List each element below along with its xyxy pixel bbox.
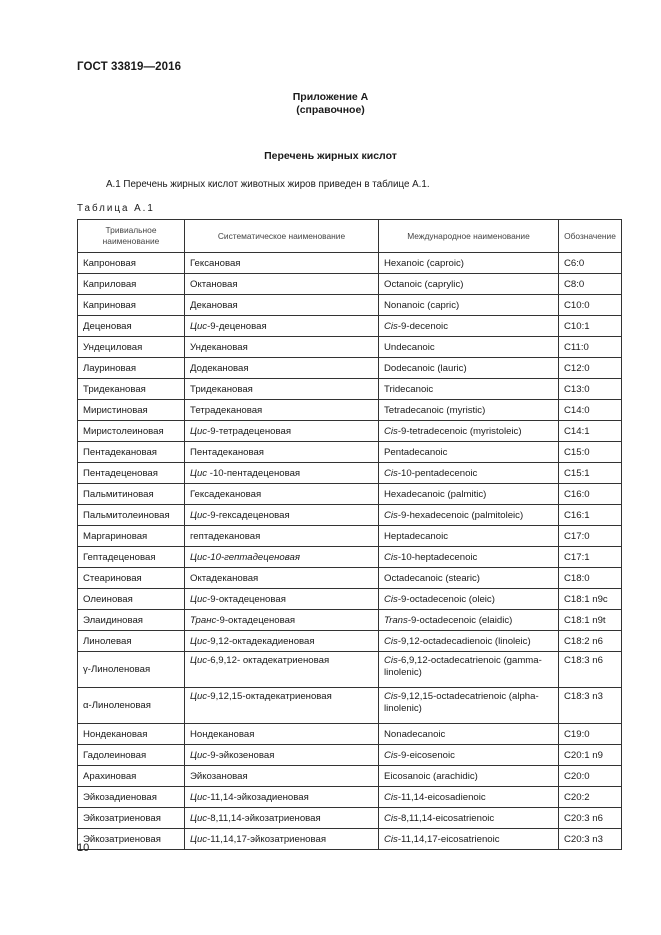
cell-trivial-name: Пентадекановая: [78, 442, 185, 463]
cell-international-name: [379, 787, 559, 808]
table-row: [78, 547, 622, 568]
cell-trivial-name: Пальмитиновая: [78, 484, 185, 505]
cell-international-name: [379, 505, 559, 526]
page-number: 10: [77, 842, 90, 854]
cell-designation: C20:2: [559, 787, 622, 808]
systematic-rest: Гексановая: [190, 257, 241, 269]
table-row: [78, 421, 622, 442]
cell-trivial-name: Гадолеиновая: [78, 745, 185, 766]
cell-trivial-name: Арахиновая: [78, 766, 185, 787]
cell-trivial-name: Нондекановая: [78, 724, 185, 745]
international-prefix: Cis: [384, 467, 398, 479]
cell-international-name: [379, 274, 559, 295]
table-row: [78, 295, 622, 316]
systematic-rest: Октадекановая: [190, 572, 259, 584]
systematic-rest: Тридекановая: [190, 383, 253, 395]
cell-designation: C10:0: [559, 295, 622, 316]
cell-trivial-name: Пальмитолеиновая: [78, 505, 185, 526]
cell-international-name: [379, 652, 559, 688]
table-row: [78, 400, 622, 421]
table-row: [78, 505, 622, 526]
international-prefix: Cis: [384, 691, 398, 702]
cell-systematic-name: [185, 253, 379, 274]
cell-international-name: [379, 253, 559, 274]
cell-international-name: [379, 610, 559, 631]
cell-systematic-name: [185, 295, 379, 316]
systematic-prefix: Цис: [190, 655, 208, 666]
cell-trivial-name: Линолевая: [78, 631, 185, 652]
international-rest: Eicosanoic (arachidic): [384, 770, 478, 782]
international-prefix: Cis: [384, 635, 398, 647]
systematic-rest: Нондекановая: [190, 728, 255, 740]
table-row: [78, 745, 622, 766]
cell-international-name: [379, 358, 559, 379]
cell-designation: C20:1 n9: [559, 745, 622, 766]
cell-trivial-name: Деценовая: [78, 316, 185, 337]
international-rest: -9-decenoic: [397, 320, 448, 332]
cell-trivial-name: Эйкозатриеновая: [78, 829, 185, 850]
cell-designation: C20:3 n3: [559, 829, 622, 850]
table-row: [78, 379, 622, 400]
international-prefix: Cis: [384, 655, 398, 666]
international-rest: -11,14-eicosadienoic: [397, 791, 486, 803]
systematic-rest: -11,14-эйкозадиеновая: [207, 791, 309, 803]
systematic-rest: -11,14,17-эйкозатриеновая: [207, 833, 327, 845]
cell-international-name: [379, 547, 559, 568]
systematic-prefix: Цис: [190, 467, 208, 479]
systematic-prefix: Цис: [190, 791, 208, 803]
cell-systematic-name: [185, 358, 379, 379]
systematic-rest: -10-пентадеценовая: [207, 467, 301, 479]
international-rest: Dodecanoic (lauric): [384, 362, 467, 374]
cell-systematic-name: [185, 400, 379, 421]
international-rest: Tridecanoic: [384, 383, 434, 395]
international-rest: -9,12,15-octadecatrienoic (alpha-linolenic): [384, 691, 539, 714]
table-row: [78, 253, 622, 274]
cell-international-name: [379, 589, 559, 610]
table-row: [78, 688, 622, 724]
cell-international-name: [379, 829, 559, 850]
cell-international-name: [379, 526, 559, 547]
international-prefix: Cis: [384, 749, 398, 761]
table-row: [78, 631, 622, 652]
table-row: [78, 484, 622, 505]
cell-systematic-name: [185, 526, 379, 547]
international-rest: Octanoic (caprylic): [384, 278, 464, 290]
cell-trivial-name: α-Линоленовая: [78, 688, 185, 724]
cell-systematic-name: [185, 505, 379, 526]
systematic-rest: -9,12,15-октадекатриеновая: [207, 691, 332, 702]
cell-international-name: [379, 442, 559, 463]
international-rest: -6,9,12-octadecatrienoic (gamma-linolenic): [384, 655, 542, 678]
cell-trivial-name: Гептадеценовая: [78, 547, 185, 568]
cell-designation: C18:1 n9t: [559, 610, 622, 631]
systematic-prefix: Цис-10-гептадеценовая: [190, 551, 300, 563]
cell-systematic-name: [185, 724, 379, 745]
cell-designation: C19:0: [559, 724, 622, 745]
cell-international-name: [379, 379, 559, 400]
systematic-rest: -9-октадеценовая: [216, 614, 296, 626]
systematic-rest: Гексадекановая: [190, 488, 262, 500]
cell-trivial-name: Тридекановая: [78, 379, 185, 400]
international-rest: -9-eicosenoic: [397, 749, 455, 761]
table-row: [78, 316, 622, 337]
international-rest: Tetradecanoic (myristic): [384, 404, 486, 416]
table-body: [78, 253, 622, 850]
cell-international-name: [379, 766, 559, 787]
international-rest: Pentadecanoic: [384, 446, 448, 458]
systematic-rest: гептадекановая: [190, 530, 261, 542]
column-header-trivial: Тривиальное наименование: [78, 220, 185, 253]
cell-systematic-name: [185, 829, 379, 850]
cell-designation: C17:0: [559, 526, 622, 547]
international-prefix: Cis: [384, 425, 398, 437]
cell-designation: C11:0: [559, 337, 622, 358]
systematic-prefix: Цис: [190, 509, 208, 521]
cell-designation: C14:0: [559, 400, 622, 421]
cell-international-name: [379, 421, 559, 442]
cell-systematic-name: [185, 421, 379, 442]
cell-trivial-name: Ундециловая: [78, 337, 185, 358]
cell-international-name: [379, 568, 559, 589]
systematic-rest: -8,11,14-эйкозатриеновая: [207, 812, 321, 824]
table-row: [78, 526, 622, 547]
cell-designation: C18:0: [559, 568, 622, 589]
systematic-prefix: Цис: [190, 691, 208, 702]
international-rest: -10-heptadecenoic: [397, 551, 478, 563]
international-rest: Undecanoic: [384, 341, 435, 353]
cell-trivial-name: Эйкозадиеновая: [78, 787, 185, 808]
cell-systematic-name: [185, 274, 379, 295]
cell-systematic-name: [185, 745, 379, 766]
systematic-prefix: Цис: [190, 749, 208, 761]
cell-designation: C18:3 n6: [559, 652, 622, 688]
table-row: [78, 589, 622, 610]
column-header-designation: Обозначение: [559, 220, 622, 253]
international-prefix: Cis: [384, 833, 398, 845]
cell-international-name: [379, 463, 559, 484]
intro-paragraph: А.1 Перечень жирных кислот животных жиров приведен в таблице А.1.: [106, 179, 430, 190]
table-row: [78, 652, 622, 688]
systematic-rest: Ундекановая: [190, 341, 248, 353]
cell-designation: C20:0: [559, 766, 622, 787]
cell-designation: C17:1: [559, 547, 622, 568]
systematic-rest: -9,12-октадекадиеновая: [207, 635, 315, 647]
cell-designation: C14:1: [559, 421, 622, 442]
table-row: [78, 808, 622, 829]
cell-international-name: [379, 688, 559, 724]
international-prefix: Trans: [384, 614, 408, 626]
systematic-rest: -9-гексадеценовая: [207, 509, 290, 521]
table-row: [78, 724, 622, 745]
cell-systematic-name: [185, 631, 379, 652]
cell-designation: C18:2 n6: [559, 631, 622, 652]
cell-systematic-name: [185, 379, 379, 400]
section-heading: Перечень жирных кислот: [264, 150, 397, 162]
international-rest: Hexanoic (caproic): [384, 257, 464, 269]
systematic-rest: -9-деценовая: [207, 320, 267, 332]
standard-designation: ГОСТ 33819—2016: [77, 61, 182, 73]
cell-systematic-name: [185, 652, 379, 688]
cell-trivial-name: Миристолеиновая: [78, 421, 185, 442]
systematic-prefix: Цис: [190, 812, 208, 824]
fatty-acids-table: [77, 219, 622, 850]
cell-designation: C10:1: [559, 316, 622, 337]
systematic-rest: Декановая: [190, 299, 238, 311]
international-rest: Heptadecanoic: [384, 530, 449, 542]
cell-designation: C15:1: [559, 463, 622, 484]
cell-systematic-name: [185, 463, 379, 484]
international-rest: Octadecanoic (stearic): [384, 572, 480, 584]
cell-systematic-name: [185, 589, 379, 610]
international-prefix: Cis: [384, 812, 398, 824]
cell-systematic-name: [185, 547, 379, 568]
international-rest: -9,12-octadecadienoic (linoleic): [397, 635, 531, 647]
cell-designation: C8:0: [559, 274, 622, 295]
table-row: [78, 442, 622, 463]
cell-designation: C18:3 n3: [559, 688, 622, 724]
cell-systematic-name: [185, 808, 379, 829]
cell-systematic-name: [185, 484, 379, 505]
international-rest: -10-pentadecenoic: [397, 467, 478, 479]
cell-trivial-name: γ-Линоленовая: [78, 652, 185, 688]
cell-trivial-name: Элаидиновая: [78, 610, 185, 631]
cell-designation: C13:0: [559, 379, 622, 400]
systematic-prefix: Цис: [190, 320, 208, 332]
cell-trivial-name: Миристиновая: [78, 400, 185, 421]
cell-trivial-name: Капроновая: [78, 253, 185, 274]
cell-trivial-name: Стеариновая: [78, 568, 185, 589]
systematic-rest: Тетрадекановая: [190, 404, 263, 416]
cell-designation: C16:1: [559, 505, 622, 526]
annex-title: Приложение А: [292, 91, 369, 103]
cell-international-name: [379, 745, 559, 766]
cell-international-name: [379, 400, 559, 421]
cell-systematic-name: [185, 337, 379, 358]
table-row: [78, 337, 622, 358]
annex-kind: (справочное): [296, 104, 365, 116]
table-caption: Таблица А.1: [77, 203, 155, 214]
table-row: [78, 463, 622, 484]
table-row: [78, 610, 622, 631]
international-prefix: Cis: [384, 593, 398, 605]
international-rest: -9-tetradecenoic (myristoleic): [397, 425, 522, 437]
cell-international-name: [379, 808, 559, 829]
table-row: [78, 274, 622, 295]
column-header-systematic: Систематическое наименование: [185, 220, 379, 253]
systematic-prefix: Цис: [190, 593, 208, 605]
international-rest: -9-octadecenoic (oleic): [397, 593, 495, 605]
cell-systematic-name: [185, 688, 379, 724]
table-row: [78, 568, 622, 589]
international-prefix: Cis: [384, 320, 398, 332]
international-rest: -8,11,14-eicosatrienoic: [397, 812, 495, 824]
international-prefix: Cis: [384, 791, 398, 803]
cell-systematic-name: [185, 787, 379, 808]
cell-international-name: [379, 337, 559, 358]
systematic-rest: Пентадекановая: [190, 446, 264, 458]
cell-trivial-name: Маргариновая: [78, 526, 185, 547]
international-prefix: Cis: [384, 551, 398, 563]
international-rest: -9-octadecenoic (elaidic): [407, 614, 513, 626]
systematic-prefix: Цис: [190, 833, 208, 845]
cell-systematic-name: [185, 442, 379, 463]
cell-designation: C18:1 n9c: [559, 589, 622, 610]
systematic-rest: Додекановая: [190, 362, 249, 374]
systematic-prefix: Цис: [190, 425, 208, 437]
cell-international-name: [379, 316, 559, 337]
international-rest: -9-hexadecenoic (palmitoleic): [397, 509, 524, 521]
cell-trivial-name: Каприновая: [78, 295, 185, 316]
cell-trivial-name: Лауриновая: [78, 358, 185, 379]
cell-systematic-name: [185, 766, 379, 787]
cell-trivial-name: Каприловая: [78, 274, 185, 295]
international-rest: Nonanoic (capric): [384, 299, 460, 311]
cell-systematic-name: [185, 610, 379, 631]
cell-designation: C16:0: [559, 484, 622, 505]
systematic-rest: -9-октадеценовая: [207, 593, 286, 605]
systematic-rest: -9-эйкозеновая: [207, 749, 275, 761]
cell-designation: C12:0: [559, 358, 622, 379]
international-rest: -11,14,17-eicosatrienoic: [397, 833, 500, 845]
systematic-rest: -9-тетрадеценовая: [207, 425, 292, 437]
cell-international-name: [379, 631, 559, 652]
column-header-international: Международное наименование: [379, 220, 559, 253]
table-row: [78, 766, 622, 787]
cell-designation: C20:3 n6: [559, 808, 622, 829]
table-row: [78, 787, 622, 808]
table-row: [78, 829, 622, 850]
cell-trivial-name: Эйкозатриеновая: [78, 808, 185, 829]
table-header-row: [78, 220, 622, 253]
international-prefix: Cis: [384, 509, 398, 521]
cell-systematic-name: [185, 568, 379, 589]
cell-international-name: [379, 295, 559, 316]
cell-trivial-name: Олеиновая: [78, 589, 185, 610]
systematic-rest: Эйкозановая: [190, 770, 248, 782]
cell-trivial-name: Пентадеценовая: [78, 463, 185, 484]
international-rest: Hexadecanoic (palmitic): [384, 488, 487, 500]
systematic-rest: -6,9,12- октадекатриеновая: [207, 655, 330, 666]
cell-systematic-name: [185, 316, 379, 337]
cell-designation: C15:0: [559, 442, 622, 463]
cell-international-name: [379, 724, 559, 745]
table-row: [78, 358, 622, 379]
international-rest: Nonadecanoic: [384, 728, 446, 740]
systematic-rest: Октановая: [190, 278, 238, 290]
systematic-prefix: Цис: [190, 635, 208, 647]
cell-international-name: [379, 484, 559, 505]
cell-designation: C6:0: [559, 253, 622, 274]
systematic-prefix: Транс: [190, 614, 217, 626]
